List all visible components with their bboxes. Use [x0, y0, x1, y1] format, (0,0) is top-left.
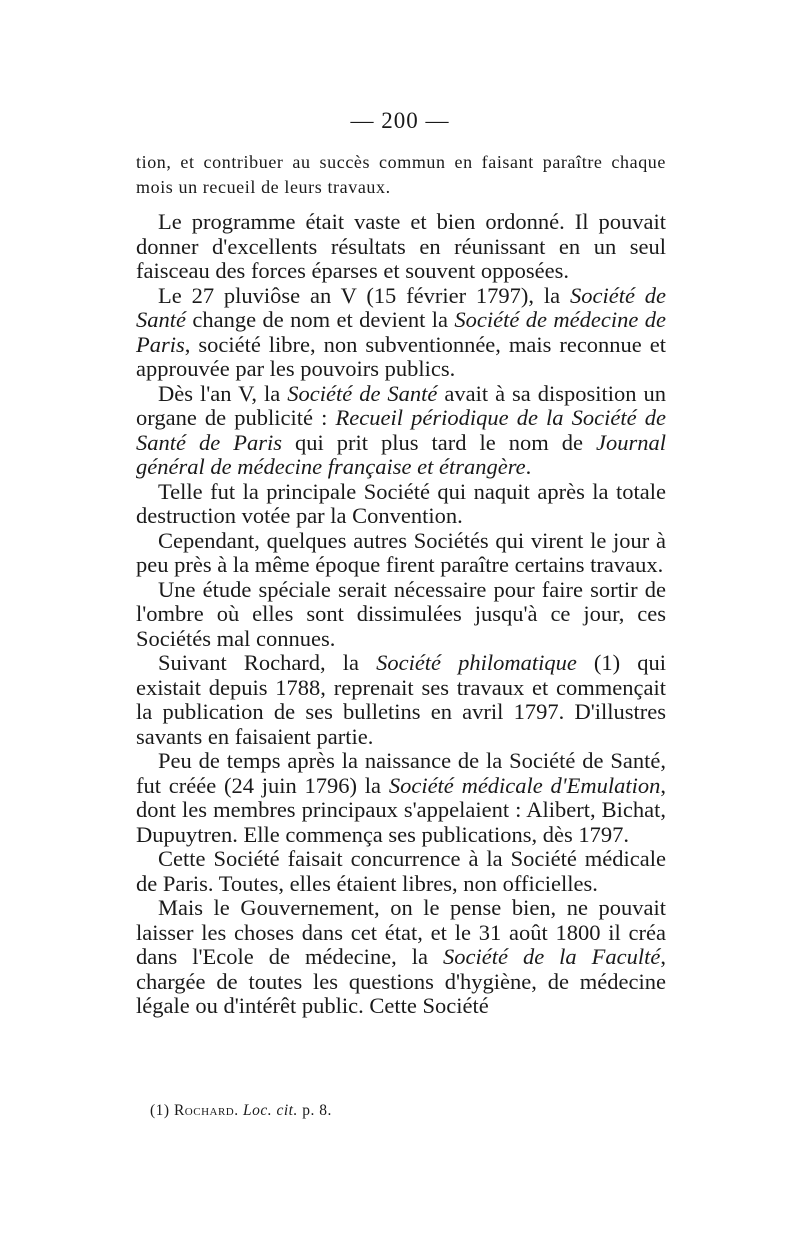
- italic-title: Société de médecine de Paris: [136, 307, 666, 357]
- paragraph: Mais le Gouvernement, on le pense bien, ne pouvait laisser les choses dans cet état, et le 31 août 1800 il créa dans l'Ecole de médecine, la Société de la Faculté, chargée de toutes les questions d'hygiène, de médecine légale ou d'intérêt public. Cette Société: [136, 895, 666, 1018]
- paragraph: Suivant Rochard, la Société philomatique (1) qui existait depuis 1788, reprenait ses travaux et commençait la publication de ses bulletins en avril 1797. D'illustres savants en faisaient partie.: [136, 650, 666, 749]
- italic-title: Société de Santé: [136, 282, 667, 332]
- italic-title: Société de Santé: [287, 380, 438, 406]
- paragraph: Cette Société faisait concurrence à la Société médicale de Paris. Toutes, elles étaient libres, non officielles.: [136, 846, 666, 896]
- body-text: [136, 210, 666, 1019]
- italic-title: Journal général de médecine française et étrangère: [136, 429, 666, 479]
- paragraph: Le programme était vaste et bien ordonné. Il pouvait donner d'excellents résultats en réunissant en un seul faisceau des forces éparses et souvent opposées.: [136, 209, 666, 283]
- italic-title: Société philomatique: [376, 650, 577, 675]
- paragraph: Dès l'an V, la Société de Santé avait à sa disposition un organe de publicité : Recueil périodique de la Société de Santé de Paris qui prit plus tard le nom de Journal général de médecine française et étrangère.: [136, 380, 666, 479]
- footnote-reference: Loc. cit.: [243, 1102, 298, 1119]
- paragraph: Le 27 pluviôse an V (15 février 1797), la Société de Santé change de nom et devient la Société de médecine de Paris, société libre, non subventionnée, mais reconnue et approuvée par les pouvoirs publics.: [136, 282, 667, 381]
- paragraph: Peu de temps après la naissance de la Société de Santé, fut créée (24 juin 1796) la Société médicale d'Emulation, dont les membres principaux s'appelaient : Alibert, Bichat, Dupuytren. Elle commença ses publications, dès 1797.: [136, 748, 666, 847]
- paragraph: Cependant, quelques autres Sociétés qui virent le jour à peu près à la même époque firent paraître certains travaux.: [136, 527, 666, 577]
- footnote-marker: (1): [150, 1102, 170, 1119]
- footnote: [150, 1102, 332, 1120]
- paragraph: Une étude spéciale serait nécessaire pour faire sortir de l'ombre où elles sont dissimulées jusqu'à ce jour, ces Sociétés mal connues.: [136, 576, 666, 651]
- italic-title: Société médicale d'Emulation: [388, 772, 661, 798]
- page-number: — 200 —: [350, 108, 450, 133]
- footnote-author: Rochard.: [173, 1102, 239, 1119]
- footnote-page: p. 8.: [302, 1102, 332, 1119]
- italic-title: Société de la Faculté: [443, 944, 661, 969]
- italic-title: Recueil périodique de la Société de Santé de Paris: [136, 405, 666, 455]
- paragraph: Telle fut la principale Société qui naquit après la totale destruction votée par la Convention.: [136, 478, 666, 528]
- continuation-text: tion, et contribuer au succès commun en faisant paraître chaque mois un recueil de leurs travaux.: [136, 152, 666, 197]
